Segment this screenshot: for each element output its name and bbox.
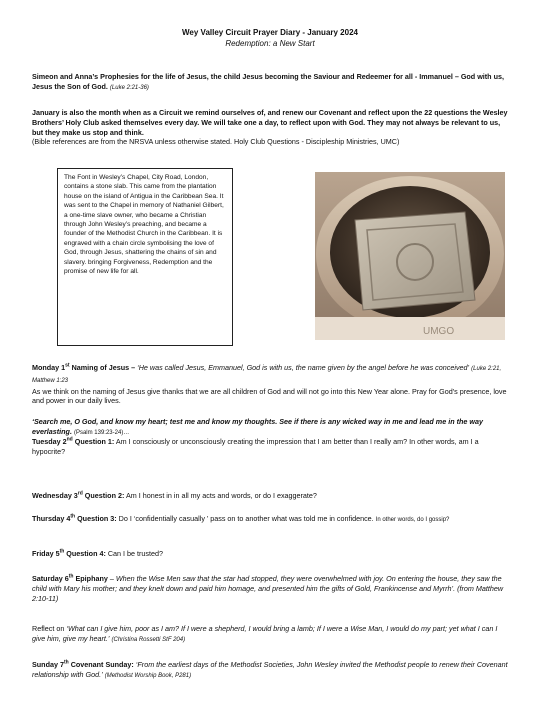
entry-saturday-6: Saturday 6th Epiphany – When the Wise Men saw that the star had stopped, they were overwhelmed with joy. On entering the house, they saw the child with Mary his mother; and they knelt down and paid him homage, and presented him the gifts of Gold, Frankincense and Myrrh’. (from Matthew 2:10-11) <box>32 573 504 603</box>
wed3-day: Wednesday 3 <box>32 491 78 500</box>
thu4-day: Thursday 4 <box>32 514 71 523</box>
reflect-ref: (Christina Rossetti StF 204) <box>111 636 186 643</box>
mon1-title: Naming of Jesus – <box>69 363 138 372</box>
entry-reflect <box>32 624 510 646</box>
thu4-small: In other words, do I gossip? <box>375 517 450 523</box>
entry-monday-1: Monday 1st Naming of Jesus – ‘He was called Jesus, Emmanuel, God is with us, the name given by the angel before he was conceived’ (Luke 2:21, Matthew 1:23 As we think on the naming of Jesus give thanks that we are all children of God and will not go into this New Year alone. Pray for God’s presence, love and power in our daily lives. <box>32 362 507 406</box>
page-subtitle: Redemption: a New Start <box>225 39 315 48</box>
sun7-title: Covenant Sunday: <box>68 660 134 669</box>
reflect-lead: Reflect on <box>32 624 67 633</box>
sun7-quote: ‘From the earliest days of the Methodist Societies, John Wesley invited the Methodist people to renew their Covenant relationship with God.’ <box>32 660 508 679</box>
entry-thursday-4: Thursday 4th Question 3: Do I ‘confidentially casually ’ pass on to another what was told me in confidence. In other words, do I gossip? <box>32 513 450 523</box>
sun7-day: Sunday 7 <box>32 660 64 669</box>
sun7-ref: (Methodist Worship Book, P281) <box>104 672 192 679</box>
font-box-text: The Font in Wesley’s Chapel, City Road, London, contains a stone slab. This came from the plantation house on the island of Antigua in the Caribbean Sea. It was sent to the Chapel in memory of Nathaniel Gilbert, a one-time slave owner, who became a Christian through John Wesley’s preaching, and became a founder of the Methodist Church in the Caribbean. It is engraved with a chain circle symbolising the love of God, through Jesus, shattering the chains of sin and slavery. bringing Forgiveness, Redemption and the promise of new life for all. <box>64 174 224 276</box>
mon1-body: As we think on the naming of Jesus give thanks that we are all children of God and will not go into this New Year alone. Pray for God’s presence, love and power in our daily lives. <box>32 386 507 406</box>
wed3-body: Am I honest in in all my acts and words, or do I exaggerate? <box>124 491 317 500</box>
intro-1-text: Simeon and Anna’s Prophesies for the life of Jesus, the child Jesus becoming the Saviour and Redeemer for all - Immanuel – God with us, Jesus the Son of God. <box>32 72 504 91</box>
thu4-question: Question 3: <box>75 514 117 523</box>
tue2-body: Am I consciously or unconsciously creating the impression that I am better than I really am? In other words, am I a hypocrite? <box>32 437 479 456</box>
sat6-day: Saturday 6 <box>32 574 69 583</box>
fri5-day: Friday 5 <box>32 549 60 558</box>
entry-friday-5: Friday 5th Question 4: Can I be trusted? <box>32 548 163 558</box>
thu4-body: Do I ‘confidentially casually ’ pass on to another what was told me in confidence. <box>116 514 374 523</box>
svg-text:UMGO: UMGO <box>423 326 455 337</box>
psalm-quote: ‘Search me, O God, and know my heart; test me and know my thoughts. See if there is any wicked way in me and lead me in the way everlasting. <box>32 417 483 436</box>
wed3-question: Question 2: <box>82 491 125 500</box>
psalm-ref: (Psalm 139:23-24)… <box>73 429 130 436</box>
entry-sunday-7: Sunday 7th Covenant Sunday: ‘From the earliest days of the Methodist Societies, John Wesley invited the Methodist people to renew their Covenant relationship with God.’ (Methodist Worship Book, P281) <box>32 659 508 679</box>
intro-1-ref: (Luke 2:21-36) <box>109 84 149 91</box>
reflect-quote: ‘What can I give him, poor as I am? If I were a shepherd, I would bring a lamb; If I were a Wise Man, I would do my part; yet what I can I give him, give my heart.’ <box>32 624 498 643</box>
font-photo-icon <box>315 172 505 340</box>
intro-paragraph-1 <box>32 72 510 94</box>
font-photo <box>315 172 505 340</box>
entry-psalm <box>32 417 510 439</box>
page-title: Wey Valley Circuit Prayer Diary - January 2024 <box>182 28 358 37</box>
mon1-quote: ‘He was called Jesus, Emmanuel, God is with us, the name given by the angel before he was conceived’ <box>137 363 470 372</box>
entry-wednesday-3: Wednesday 3rd Question 2: Am I honest in in all my acts and words, or do I exaggerate? <box>32 490 317 500</box>
tue2-day: Tuesday 2 <box>32 437 67 446</box>
mon1-ref: (Luke 2:21, Matthew 1:23 <box>32 366 502 384</box>
fri5-body: Can I be trusted? <box>105 549 163 558</box>
intro-3-text: (Bible references are from the NRSVA unless otherwise stated. Holy Club Questions - Discipleship Ministries, UMC) <box>32 137 400 147</box>
entry-tuesday-2: Tuesday 2nd Question 1: Am I consciously or unconsciously creating the impression that I am better than I really am? In other words, am I a hypocrite? <box>32 436 479 456</box>
fri5-question: Question 4: <box>64 549 106 558</box>
tue2-question: Question 1: <box>72 437 115 446</box>
font-info-box <box>57 168 233 346</box>
sat6-title: Epiphany <box>73 574 108 583</box>
mon1-day: Monday 1 <box>32 363 66 372</box>
intro-2-text: January is also the month when as a Circuit we remind ourselves of, and renew our Covenant and reflect upon the 22 questions the Wesley Brothers’ Holy Club asked themselves every day. We will take one a day, to reflect upon with God. They may not always be relevant to us, but they make us stop and think. <box>32 108 508 137</box>
sat6-quote: – When the Wise Men saw that the star had stopped, they were overwhelmed with joy. On entering the house, they saw the child with Mary his mother; and they knelt down and paid him homage, and presented him the gifts of Gold, Frankincense and Myrrh’. (from Matthew 2:10-11) <box>32 574 504 603</box>
intro-paragraph-2 <box>32 108 510 147</box>
